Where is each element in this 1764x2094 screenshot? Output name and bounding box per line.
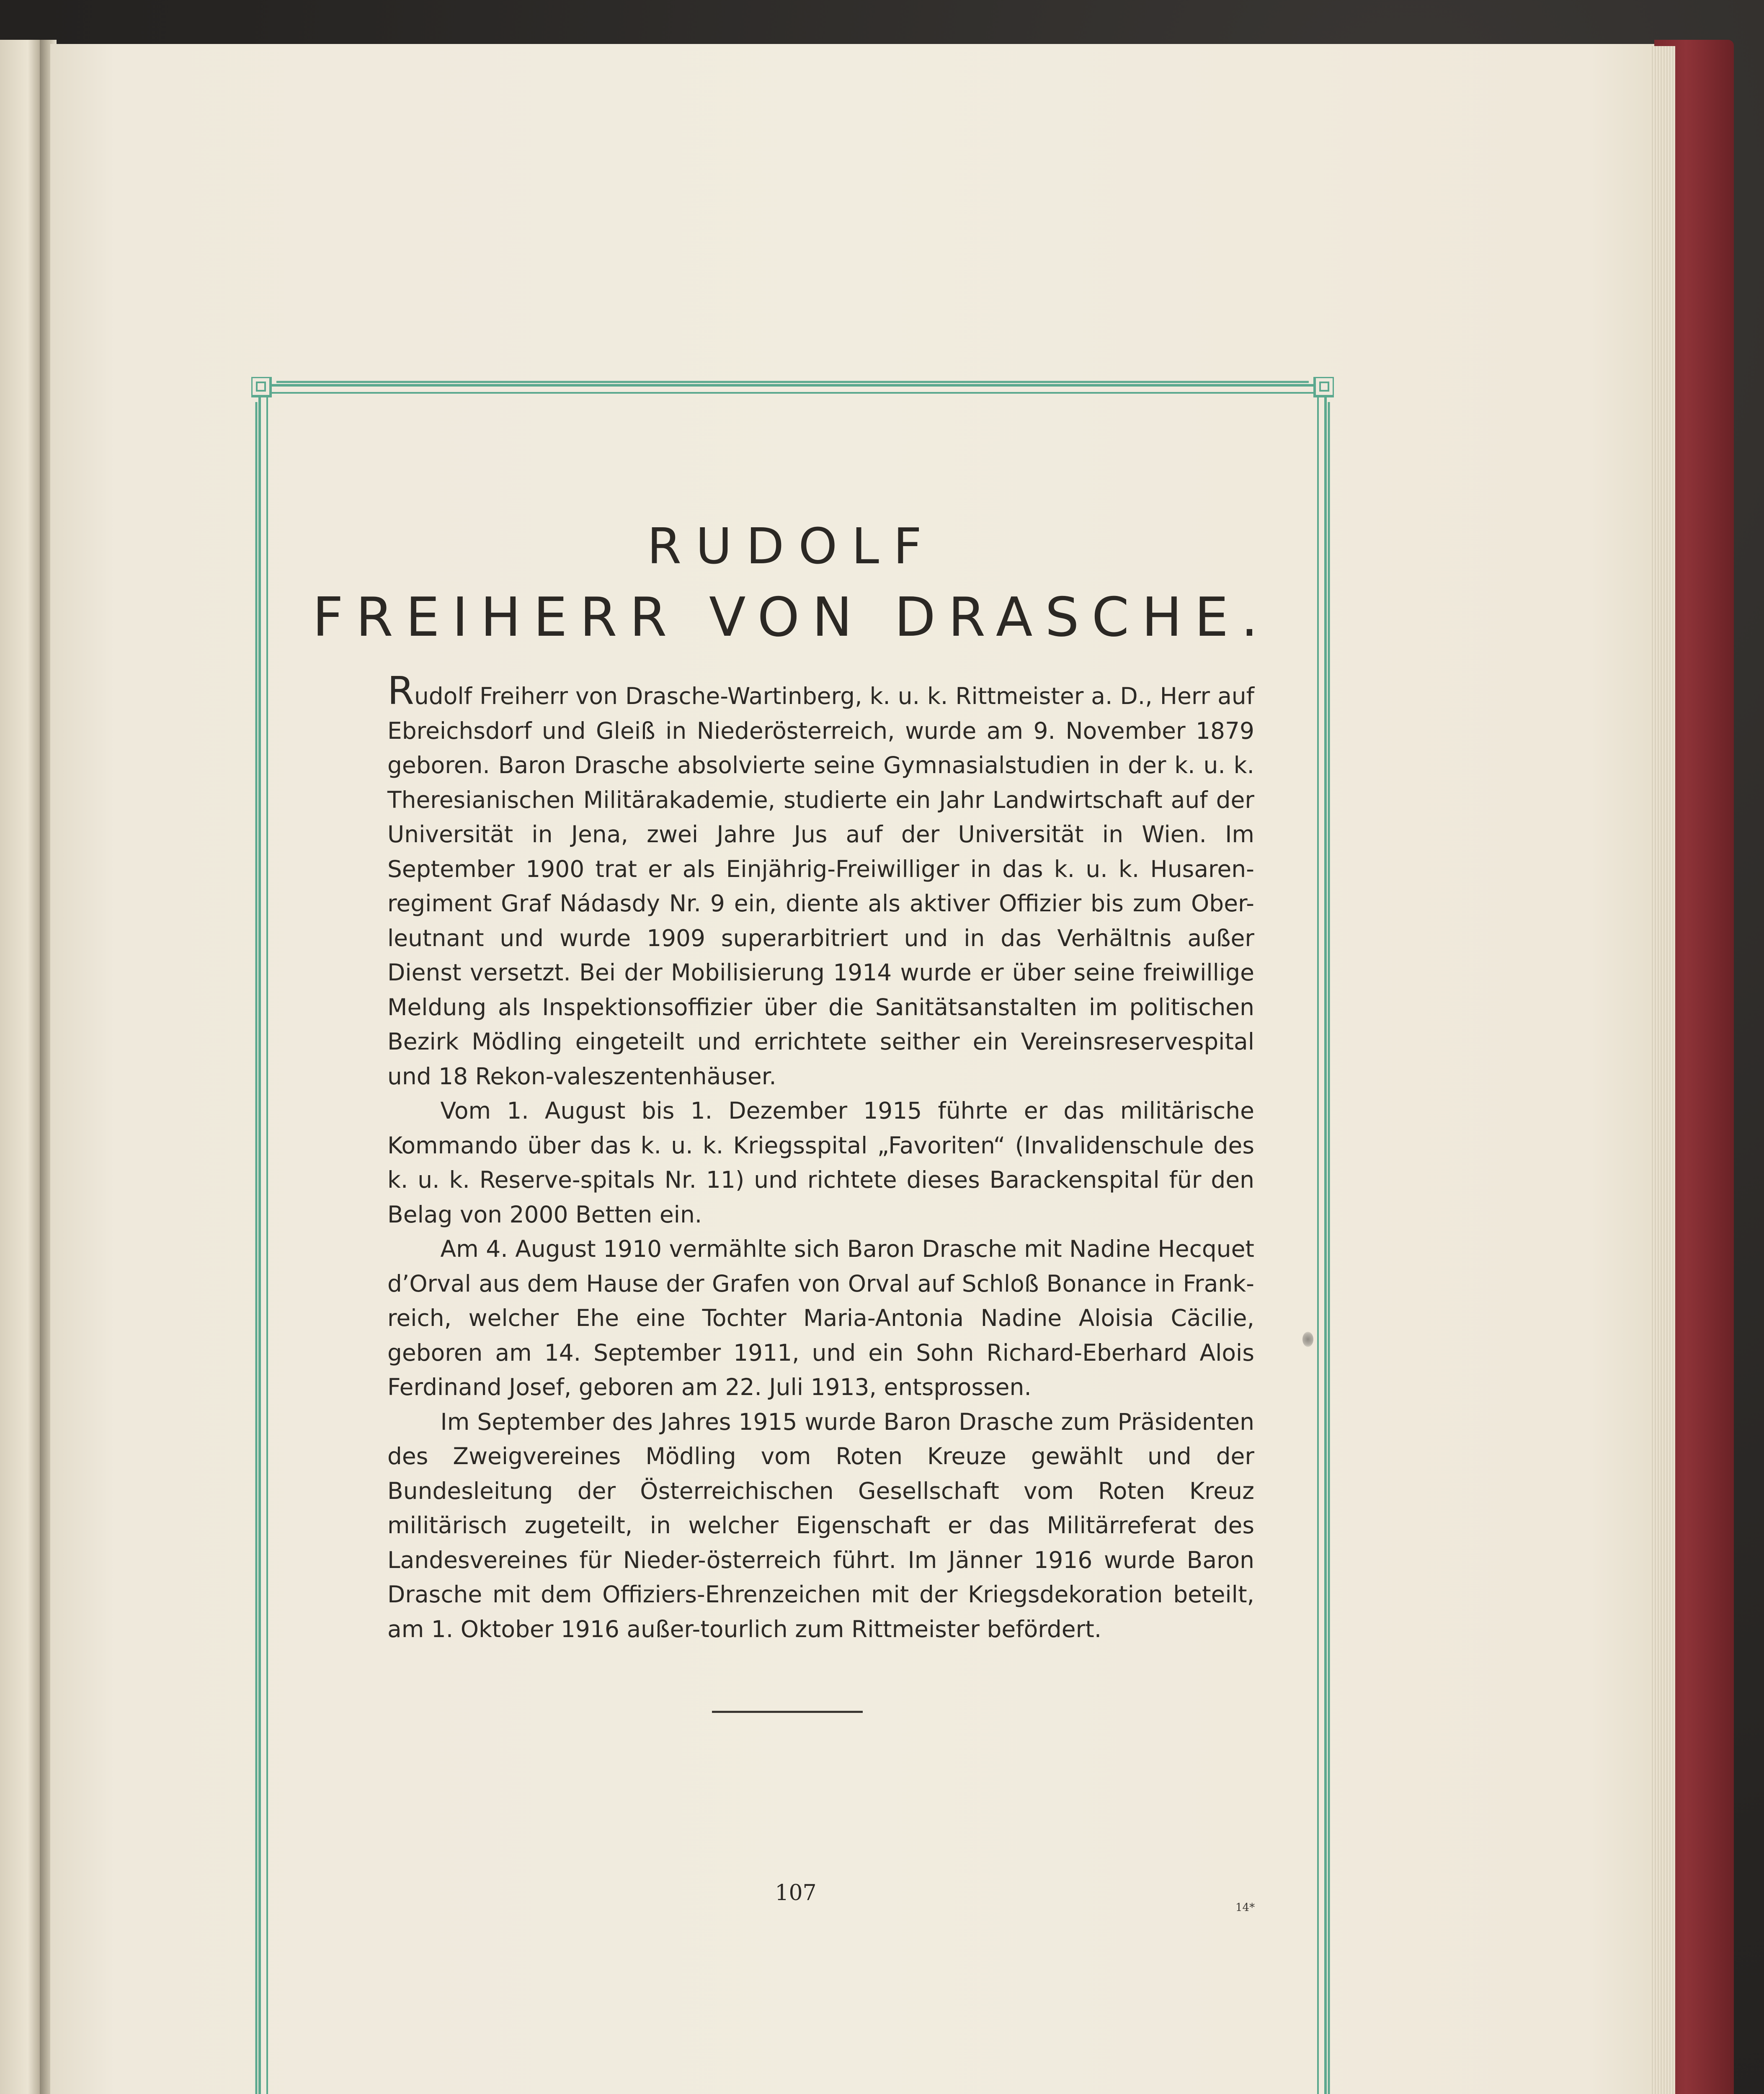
drop-cap: R [387,668,414,713]
paragraph-4: Im September des Jahres 1915 wurde Baron Drasche zum Präsidenten des Zweigvereines Mödling vom Roten Kreuze gewählt und der Bundesleitung der Österreichischen Gesellschaft vom Roten Kreuz militärisch zugeteilt, in welcher Eigenschaft er das Militärreferat des Landesvereines für Nieder-österreich führt. Im Jänner 1916 wurde Baron Drasche mit dem Offiziers-Ehrenzeichen mit der Kriegsdekoration beteilt, am 1. Oktober 1916 außer-tourlich zum Rittmeister befördert. [387,1408,1254,1643]
biography-text [387,668,1254,1646]
paragraph-2: Vom 1. August bis 1. Dezember 1915 führte er das militärische Kommando über das k. u. k. Kriegsspital „Favoriten“ (Invalidenschule des k. u. k. Reserve-spitals Nr. 11) und richtete dieses Barackenspital für den Belag von 2000 Betten ein. [387,1097,1254,1228]
paragraph-1-text: udolf Freiherr von Drasche-Wartinberg, k. u. k. Rittmeister a. D., Herr auf Ebreichsdorf und Gleiß in Niederösterreich, wurde am 9. November 1879 geboren. Baron Drasche absolvierte seine Gymnasialstudien in der k. u. k. Theresianischen Militärakademie, studierte ein Jahr Landwirtschaft auf der Universität in Jena, zwei Jahre Jus auf der Universität in Wien. Im September 1900 trat er als Einjährig-Freiwilliger in das k. u. k. Husaren-regiment Graf Nádasdy Nr. 9 ein, diente als aktiver Offizier bis zum Ober-leutnant und wurde 1909 superarbitriert und in das Verhältnis außer Dienst versetzt. Bei der Mobilisierung 1914 wurde er über seine freiwillige Meldung als Inspektionsoffizier über die Sanitätsanstalten im politischen Bezirk Mödling eingeteilt und errichtete seither ein Vereinsreservespital und 18 Rekon-valeszentenhäuser. [387,683,1254,1090]
page-number: 107 [775,1880,817,1906]
previous-page-edge [0,40,40,2094]
closing-rule [712,1711,863,1713]
signature-mark: 14* [1235,1901,1255,1914]
paper-blemish [1302,1332,1313,1347]
title-line-2: FREIHERR VON DRASCHE. [312,586,1271,649]
title-line-1: RUDOLF [647,517,936,575]
paragraph-1 [387,668,1254,1093]
page-block-edge [1650,46,1675,2094]
paragraph-3: Am 4. August 1910 vermählte sich Baron Drasche mit Nadine Hecquet d’Orval aus dem Hause der Grafen von Orval auf Schloß Bonance in Frank-reich, welcher Ehe eine Tochter Maria-Antonia Nadine Aloisia Cäcilie, geboren am 14. September 1911, und ein Sohn Richard-Eberhard Alois Ferdinand Josef, geboren am 22. Juli 1913, entsprossen. [387,1235,1254,1400]
